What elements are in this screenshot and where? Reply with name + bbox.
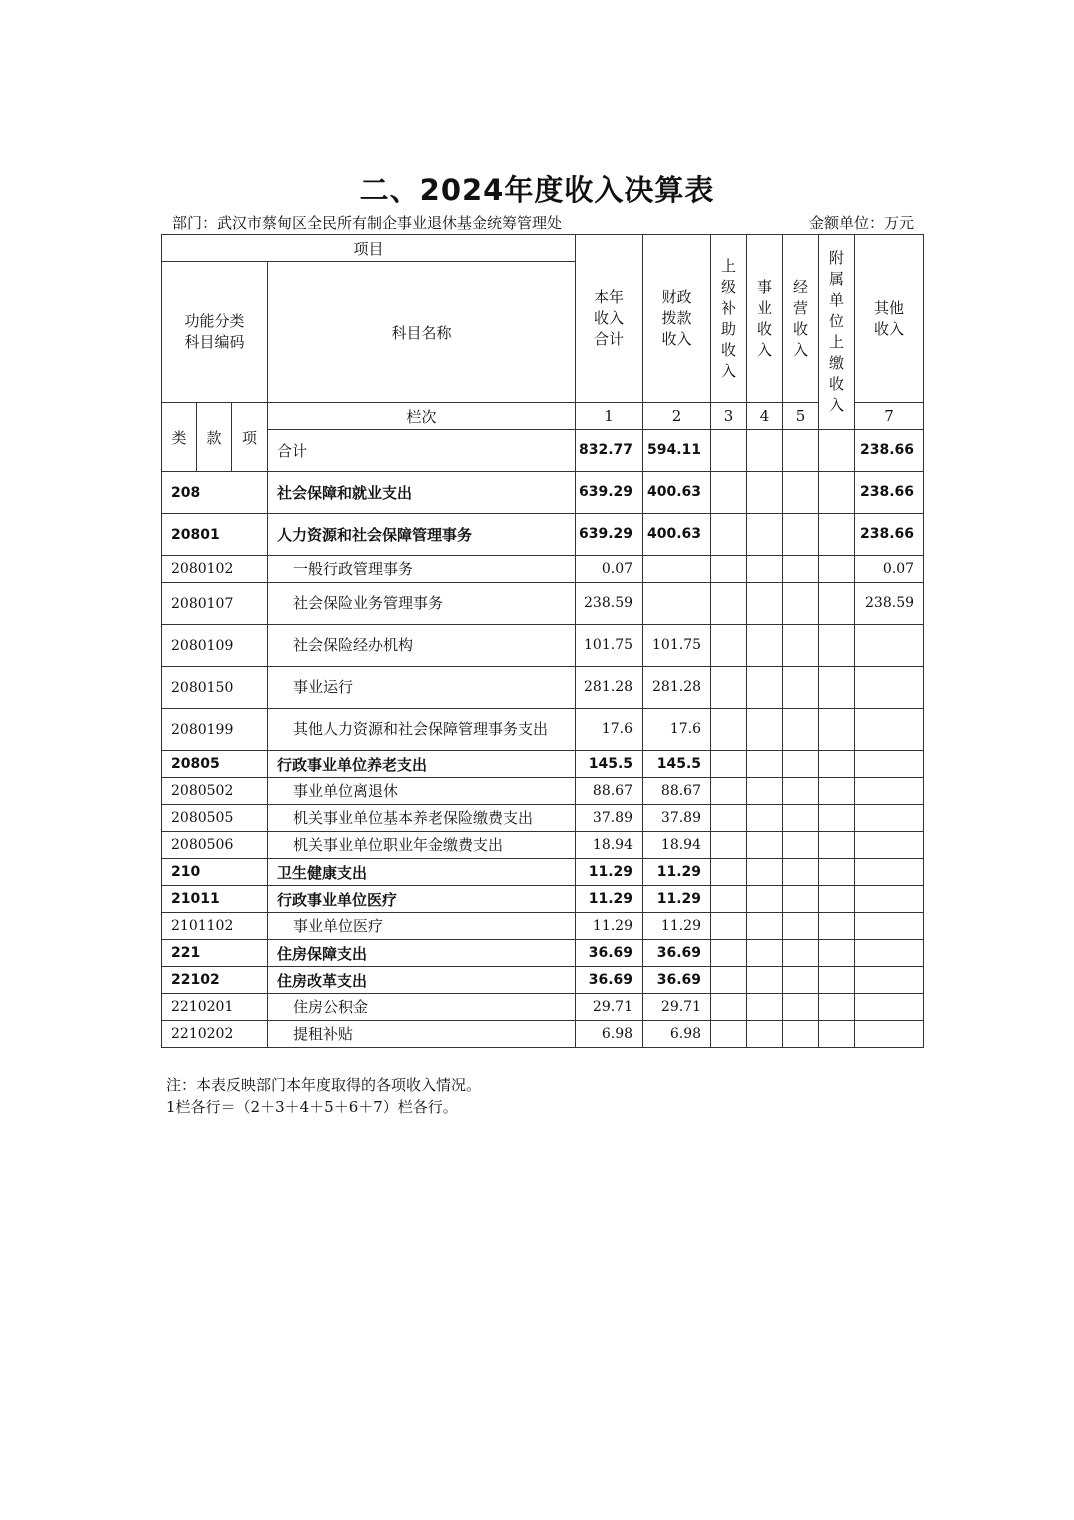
row-name: 住房改革支出 [268,967,576,994]
cell-c4 [747,556,783,583]
cell-c3 [711,751,747,778]
cell-c3 [711,625,747,667]
row-name: 行政事业单位养老支出 [268,751,576,778]
header-kuan: 款 [197,403,232,472]
table-row [162,778,924,805]
cell-c2: 37.89 [643,805,711,832]
meta-line [172,212,914,233]
row-code: 2080109 [162,625,268,667]
cell-c7 [855,940,924,967]
cell-c6 [819,859,855,886]
row-code: 2210202 [162,1021,268,1048]
row-code: 221 [162,940,268,967]
cell-c4 [747,778,783,805]
row-name: 合计 [268,430,576,472]
cell-c5 [783,1021,819,1048]
cell-c6 [819,430,855,472]
page-title: 二、2024年度收入决算表 [359,173,715,207]
cell-c6 [819,625,855,667]
cell-c5 [783,583,819,625]
cell-c6 [819,472,855,514]
cell-c6 [819,832,855,859]
cell-c7: 238.66 [855,472,924,514]
cell-c2: 400.63 [643,472,711,514]
row-code: 2101102 [162,913,268,940]
cell-c3 [711,994,747,1021]
cell-c7 [855,778,924,805]
col-num-1: 1 [576,403,643,430]
cell-c1: 639.29 [576,472,643,514]
cell-c5 [783,913,819,940]
cell-c3 [711,886,747,913]
table-row [162,967,924,994]
cell-c1: 281.28 [576,667,643,709]
row-name: 社会保障和就业支出 [268,472,576,514]
table-row [162,940,924,967]
cell-c5 [783,832,819,859]
cell-c4 [747,751,783,778]
cell-c7 [855,751,924,778]
row-name: 机关事业单位职业年金缴费支出 [268,832,576,859]
cell-c6 [819,514,855,556]
cell-c2 [643,556,711,583]
table-row [162,886,924,913]
table-row [162,556,924,583]
cell-c7: 0.07 [855,556,924,583]
cell-c3 [711,940,747,967]
cell-c2: 17.6 [643,709,711,751]
cell-c7 [855,709,924,751]
cell-c6 [819,778,855,805]
cell-c2: 281.28 [643,667,711,709]
col-num-4: 4 [747,403,783,430]
row-name: 行政事业单位医疗 [268,886,576,913]
cell-c4 [747,913,783,940]
header-col-other: 其他 收入 [855,235,924,403]
cell-c7 [855,913,924,940]
cell-c1: 36.69 [576,967,643,994]
cell-c5 [783,430,819,472]
table-row [162,430,924,472]
cell-c5 [783,472,819,514]
cell-c2: 36.69 [643,940,711,967]
row-name: 社会保险业务管理事务 [268,583,576,625]
header-col-business: 事 业 收 入 [747,235,783,403]
cell-c4 [747,430,783,472]
cell-c4 [747,514,783,556]
table-row [162,583,924,625]
cell-c3 [711,913,747,940]
cell-c6 [819,1021,855,1048]
cell-c2: 29.71 [643,994,711,1021]
cell-c4 [747,472,783,514]
row-code: 21011 [162,886,268,913]
cell-c4 [747,667,783,709]
cell-c5 [783,667,819,709]
header-project: 项目 [162,235,576,262]
cell-c5 [783,886,819,913]
header-xiang: 项 [232,403,268,472]
header-subject-name: 科目名称 [268,262,576,403]
cell-c4 [747,994,783,1021]
cell-c7: 238.66 [855,430,924,472]
cell-c3 [711,583,747,625]
col-num-7: 7 [855,403,924,430]
notes [166,1074,481,1118]
row-code: 2080502 [162,778,268,805]
cell-c1: 639.29 [576,514,643,556]
cell-c7 [855,667,924,709]
cell-c6 [819,751,855,778]
cell-c4 [747,583,783,625]
cell-c3 [711,805,747,832]
header-col-fiscal: 财政 拨款 收入 [643,235,711,403]
cell-c7 [855,967,924,994]
cell-c6 [819,667,855,709]
cell-c2: 6.98 [643,1021,711,1048]
cell-c1: 6.98 [576,1021,643,1048]
cell-c3 [711,832,747,859]
cell-c5 [783,514,819,556]
row-name: 事业运行 [268,667,576,709]
unit-label: 金额单位：万元 [808,214,914,232]
cell-c7 [855,805,924,832]
row-name: 住房公积金 [268,994,576,1021]
cell-c5 [783,994,819,1021]
cell-c4 [747,859,783,886]
cell-c4 [747,1021,783,1048]
cell-c2 [643,583,711,625]
cell-c7 [855,886,924,913]
row-name: 提租补贴 [268,1021,576,1048]
cell-c6 [819,709,855,751]
cell-c7: 238.59 [855,583,924,625]
cell-c2: 101.75 [643,625,711,667]
cell-c1: 101.75 [576,625,643,667]
cell-c2: 18.94 [643,832,711,859]
cell-c6 [819,556,855,583]
cell-c1: 36.69 [576,940,643,967]
table-row [162,472,924,514]
cell-c2: 11.29 [643,913,711,940]
cell-c1: 11.29 [576,886,643,913]
table-row [162,832,924,859]
table-row [162,994,924,1021]
cell-c4 [747,886,783,913]
cell-c7 [855,859,924,886]
row-code: 2080102 [162,556,268,583]
cell-c4 [747,625,783,667]
department-label: 部门：武汉市蔡甸区全民所有制企事业退休基金统筹管理处 [172,214,563,232]
row-name: 其他人力资源和社会保障管理事务支出 [268,709,576,751]
cell-c3 [711,667,747,709]
cell-c5 [783,940,819,967]
cell-c6 [819,994,855,1021]
cell-c4 [747,967,783,994]
cell-c7 [855,832,924,859]
cell-c1: 238.59 [576,583,643,625]
cell-c2: 36.69 [643,967,711,994]
table-row [162,514,924,556]
table-row [162,667,924,709]
cell-c6 [819,940,855,967]
cell-c1: 145.5 [576,751,643,778]
header-lanci: 栏次 [268,403,576,430]
cell-c1: 17.6 [576,709,643,751]
row-code: 22102 [162,967,268,994]
cell-c4 [747,940,783,967]
cell-c4 [747,709,783,751]
note-line: 1栏各行＝（2＋3＋4＋5＋6＋7）栏各行。 [166,1098,458,1116]
cell-c7 [855,1021,924,1048]
cell-c5 [783,967,819,994]
cell-c7: 238.66 [855,514,924,556]
table-row [162,625,924,667]
row-code: 2080150 [162,667,268,709]
cell-c3 [711,472,747,514]
cell-c2: 11.29 [643,886,711,913]
cell-c1: 18.94 [576,832,643,859]
cell-c7 [855,994,924,1021]
cell-c1: 29.71 [576,994,643,1021]
cell-c7 [855,625,924,667]
cell-c5 [783,625,819,667]
cell-c6 [819,886,855,913]
row-name: 一般行政管理事务 [268,556,576,583]
cell-c2: 88.67 [643,778,711,805]
cell-c3 [711,709,747,751]
note-line: 注：本表反映部门本年度取得的各项收入情况。 [166,1076,482,1094]
col-num-2: 2 [643,403,711,430]
header-col-total: 本年 收入 合计 [576,235,643,403]
row-code: 20801 [162,514,268,556]
table-row [162,1021,924,1048]
cell-c3 [711,1021,747,1048]
income-table [161,234,924,1048]
cell-c4 [747,832,783,859]
row-code: 2080107 [162,583,268,625]
cell-c3 [711,430,747,472]
row-name: 机关事业单位基本养老保险缴费支出 [268,805,576,832]
cell-c3 [711,967,747,994]
col-num-5: 5 [783,403,819,430]
cell-c5 [783,778,819,805]
cell-c6 [819,805,855,832]
row-code: 2080506 [162,832,268,859]
cell-c2: 400.63 [643,514,711,556]
row-code: 2080505 [162,805,268,832]
cell-c1: 11.29 [576,913,643,940]
table-row [162,805,924,832]
row-code: 210 [162,859,268,886]
cell-c3 [711,556,747,583]
cell-c5 [783,751,819,778]
header-func-code: 功能分类 科目编码 [162,262,268,403]
header-col-affiliate: 附 属 单 位 上 缴 收 入 [819,235,855,430]
cell-c6 [819,913,855,940]
cell-c1: 0.07 [576,556,643,583]
col-num-3: 3 [711,403,747,430]
header-col-operation: 经 营 收 入 [783,235,819,403]
cell-c1: 88.67 [576,778,643,805]
cell-c5 [783,859,819,886]
table-row [162,859,924,886]
cell-c2: 594.11 [643,430,711,472]
cell-c3 [711,514,747,556]
cell-c1: 37.89 [576,805,643,832]
row-code: 20805 [162,751,268,778]
cell-c1: 832.77 [576,430,643,472]
table-row [162,751,924,778]
cell-c5 [783,805,819,832]
cell-c6 [819,967,855,994]
row-name: 社会保险经办机构 [268,625,576,667]
row-code: 2210201 [162,994,268,1021]
cell-c2: 145.5 [643,751,711,778]
cell-c5 [783,709,819,751]
row-name: 住房保障支出 [268,940,576,967]
row-name: 卫生健康支出 [268,859,576,886]
cell-c2: 11.29 [643,859,711,886]
row-name: 人力资源和社会保障管理事务 [268,514,576,556]
row-code: 208 [162,472,268,514]
row-name: 事业单位医疗 [268,913,576,940]
header-col-superior: 上 级 补 助 收 入 [711,235,747,403]
header-lei: 类 [162,403,197,472]
table-row [162,913,924,940]
cell-c4 [747,805,783,832]
cell-c6 [819,583,855,625]
cell-c3 [711,778,747,805]
cell-c5 [783,556,819,583]
row-code: 2080199 [162,709,268,751]
cell-c1: 11.29 [576,859,643,886]
cell-c3 [711,859,747,886]
row-name: 事业单位离退休 [268,778,576,805]
table-row [162,709,924,751]
